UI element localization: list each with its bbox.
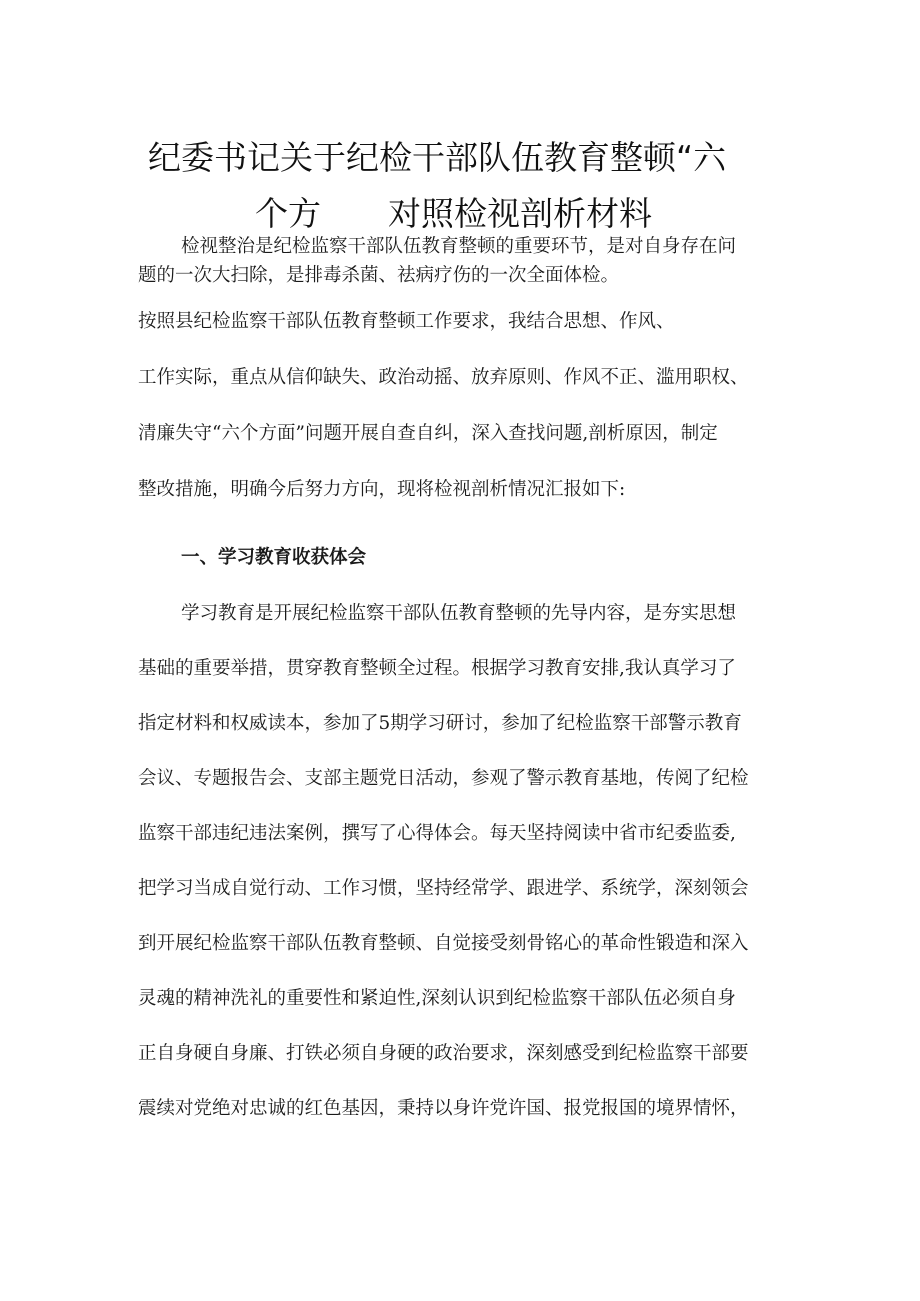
paragraph-2-line-10: 震续对党绝对忠诚的红色基因，秉持以身许党许国、报党报国的境界情怀，: [138, 1098, 749, 1119]
paragraph-1-line-4: 整改措施，明确今后努力方向，现将检视剖析情况汇报如下:: [138, 479, 626, 500]
section-1-heading: 一、学习教育收获体会: [181, 547, 367, 568]
paragraph-2-line-5: 监察干部违纪违法案例，撰写了心得体会。每天坚持阅读中省市纪委监委,: [138, 823, 736, 844]
paragraph-2-line-4: 会议、专题报告会、支部主题党日活动，参观了警示教育基地，传阅了纪检: [138, 768, 749, 789]
paragraph-2-line-9: 正自身硬自身廉、打铁必须自身硬的政治要求，深刻感受到纪检监察干部要: [138, 1043, 749, 1064]
paragraph-2-line-8: 灵魂的精神洗礼的重要性和紧迫性,深刻认识到纪检监察干部队伍必须自身: [138, 988, 736, 1009]
intro-line-2: 题的一次大扫除，是排毒杀菌、祛病疗伤的一次全面体检。: [138, 265, 620, 286]
paragraph-2-line-6: 把学习当成自觉行动、工作习惯，坚持经常学、跟进学、系统学，深刻领会: [138, 878, 749, 899]
paragraph-1-line-3: 清廉失守“六个方面”问题开展自查自纠，深入查找问题,剖析原因，制定: [138, 423, 718, 444]
paragraph-2-line-1: 学习教育是开展纪检监察干部队伍教育整顿的先导内容，是夯实思想: [181, 603, 737, 624]
paragraph-2-line-2: 基础的重要举措，贯穿教育整顿全过程。根据学习教育安排,我认真学习了: [138, 658, 736, 679]
document-title-line-2-part-b: 对照检视剖析材料: [388, 194, 652, 233]
document-title-line-1: 纪委书记关于纪检干部队伍教育整顿“六: [148, 138, 727, 177]
document-title-line-2-part-a: 个方: [255, 194, 321, 233]
paragraph-2-line-3: 指定材料和权威读本，参加了5期学习研讨，参加了纪检监察干部警示教育: [138, 713, 742, 734]
paragraph-1-line-1: 按照县纪检监察干部队伍教育整顿工作要求，我结合思想、作风、: [138, 311, 675, 332]
paragraph-1-line-2: 工作实际，重点从信仰缺失、政治动摇、放弃原则、作风不正、滥用职权、: [138, 367, 749, 388]
intro-line-1: 检视整治是纪检监察干部队伍教育整顿的重要环节，是对自身存在问: [181, 236, 737, 257]
paragraph-2-line-7: 到开展纪检监察干部队伍教育整顿、自觉接受刻骨铭心的革命性锻造和深入: [138, 933, 749, 954]
